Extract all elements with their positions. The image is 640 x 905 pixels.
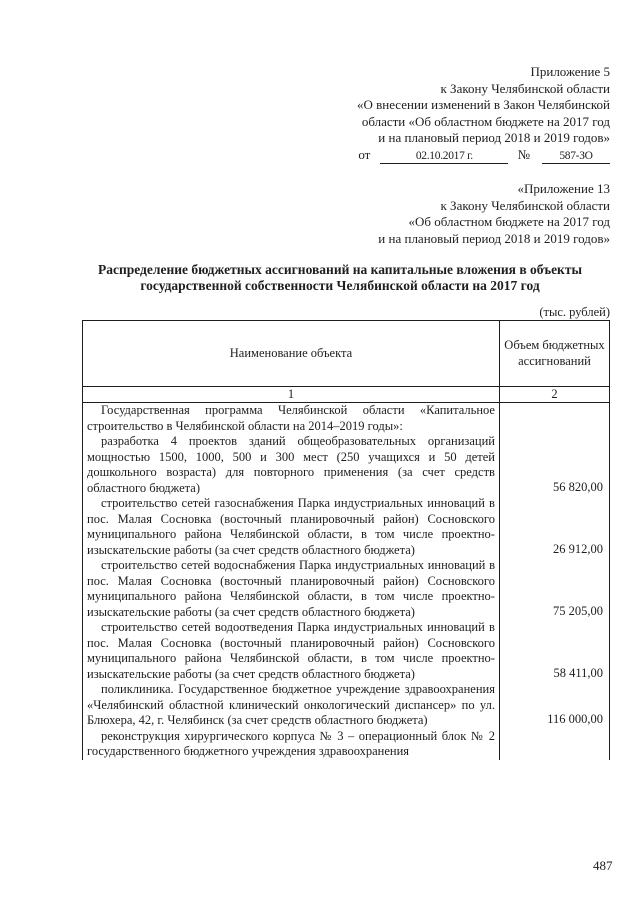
row-text-program: Государственная программа Челябинской области «Капитальное строительство в Челябинской области на 2014–2019 годы»: [87,403,495,433]
budget-table [82,320,610,760]
unit-label: (тыс. рублей) [539,305,610,319]
document-title-line-1: Распределение бюджетных ассигнований на капитальные вложения в объекты [97,262,583,277]
row-text-gas-supply: строительство сетей газоснабжения Парка индустриальных инноваций в пос. Малая Сосновка (восточный планировочный район) Сосновского муниципального района Челябинской области, в том числе проектно-изыскательские работы (за счет средств областного бюджета) [87,496,495,557]
row-value-gas-supply: 26 912,00 [499,496,609,558]
appendix-5-line-3: «О внесении изменений в Закон Челябинской [356,97,610,112]
appendix-13-line-4: и на плановый период 2018 и 2019 годов» [378,230,610,246]
row-value-surgical-building [499,729,609,760]
row-value-water-disposal: 58 411,00 [499,620,609,682]
appendix-13-line-3: «Об областном бюджете на 2017 год [408,214,610,229]
table-row [83,403,610,435]
column-header-name: Наименование объекта [83,321,500,387]
appendix-5-line-2: к Закону Челябинской области [440,80,610,96]
appendix-13-header [378,181,610,247]
row-text-surgical-building: реконструкция хирургического корпуса № 3 – операционный блок № 2 государственного бюджетного учреждения здравоохранения [87,728,495,758]
law-date: 02.10.2017 г. [380,149,508,164]
row-text-polyclinic: поликлиника. Государственное бюджетное учреждение здравоохранения «Челябинский областной клинический онкологический диспансер» по ул. Блюхера, 42, г. Челябинск (за счет средств областного бюджета) [87,682,495,727]
appendix-13-line-1: «Приложение 13 [517,181,610,196]
document-title [60,262,620,294]
appendix-5-line-4: области «Об областном бюджете на 2017 год [361,113,610,129]
column-header-volume: Объем бюджетных ассигнований [499,321,609,387]
appendix-5-line-1: Приложение 5 [530,64,610,79]
document-title-line-2: государственной собственности Челябинской области на 2017 год [140,278,540,293]
table-row [83,620,610,682]
row-text-water-supply: строительство сетей водоснабжения Парка индустриальных инноваций в пос. Малая Сосновка (восточный планировочный район) Сосновского муниципального района Челябинской области, в том числе проектно-изыскательские работы (за счет средств областного бюджета) [87,558,495,619]
page-number: 487 [593,858,613,873]
table-row [83,434,610,496]
law-signature-line [357,147,610,164]
row-value-polyclinic: 116 000,00 [499,682,609,729]
law-number: 587-ЗО [542,149,610,164]
row-value-school-projects: 56 820,00 [499,434,609,496]
appendix-5-line-5: и на плановый период 2018 и 2019 годов» [378,130,610,145]
table-row [83,558,610,620]
table-row [83,496,610,558]
appendix-5-header [357,64,610,164]
row-value-water-supply: 75 205,00 [499,558,609,620]
number-label: № [517,146,530,162]
column-number-row [83,387,610,403]
table-row [83,682,610,729]
column-number-1: 1 [83,387,500,403]
table-header-row [83,321,610,387]
table-row [83,729,610,760]
row-value-program [499,403,609,435]
appendix-13-line-2: к Закону Челябинской области [440,197,610,213]
row-text-water-disposal: строительство сетей водоотведения Парка индустриальных инноваций в пос. Малая Сосновка (восточный планировочный район) Сосновского муниципального района Челябинской области, в том числе проектно-изыскательские работы (за счет средств областного бюджета) [87,620,495,681]
row-text-school-projects: разработка 4 проектов зданий общеобразовательных организаций мощностью 1500, 1000, 500 и 300 мест (250 учащихся и 50 детей дошкольного возраста) для повторного применения (за счет средств областного бюджета) [87,434,495,495]
column-number-2: 2 [499,387,609,403]
from-label: от [358,146,371,162]
